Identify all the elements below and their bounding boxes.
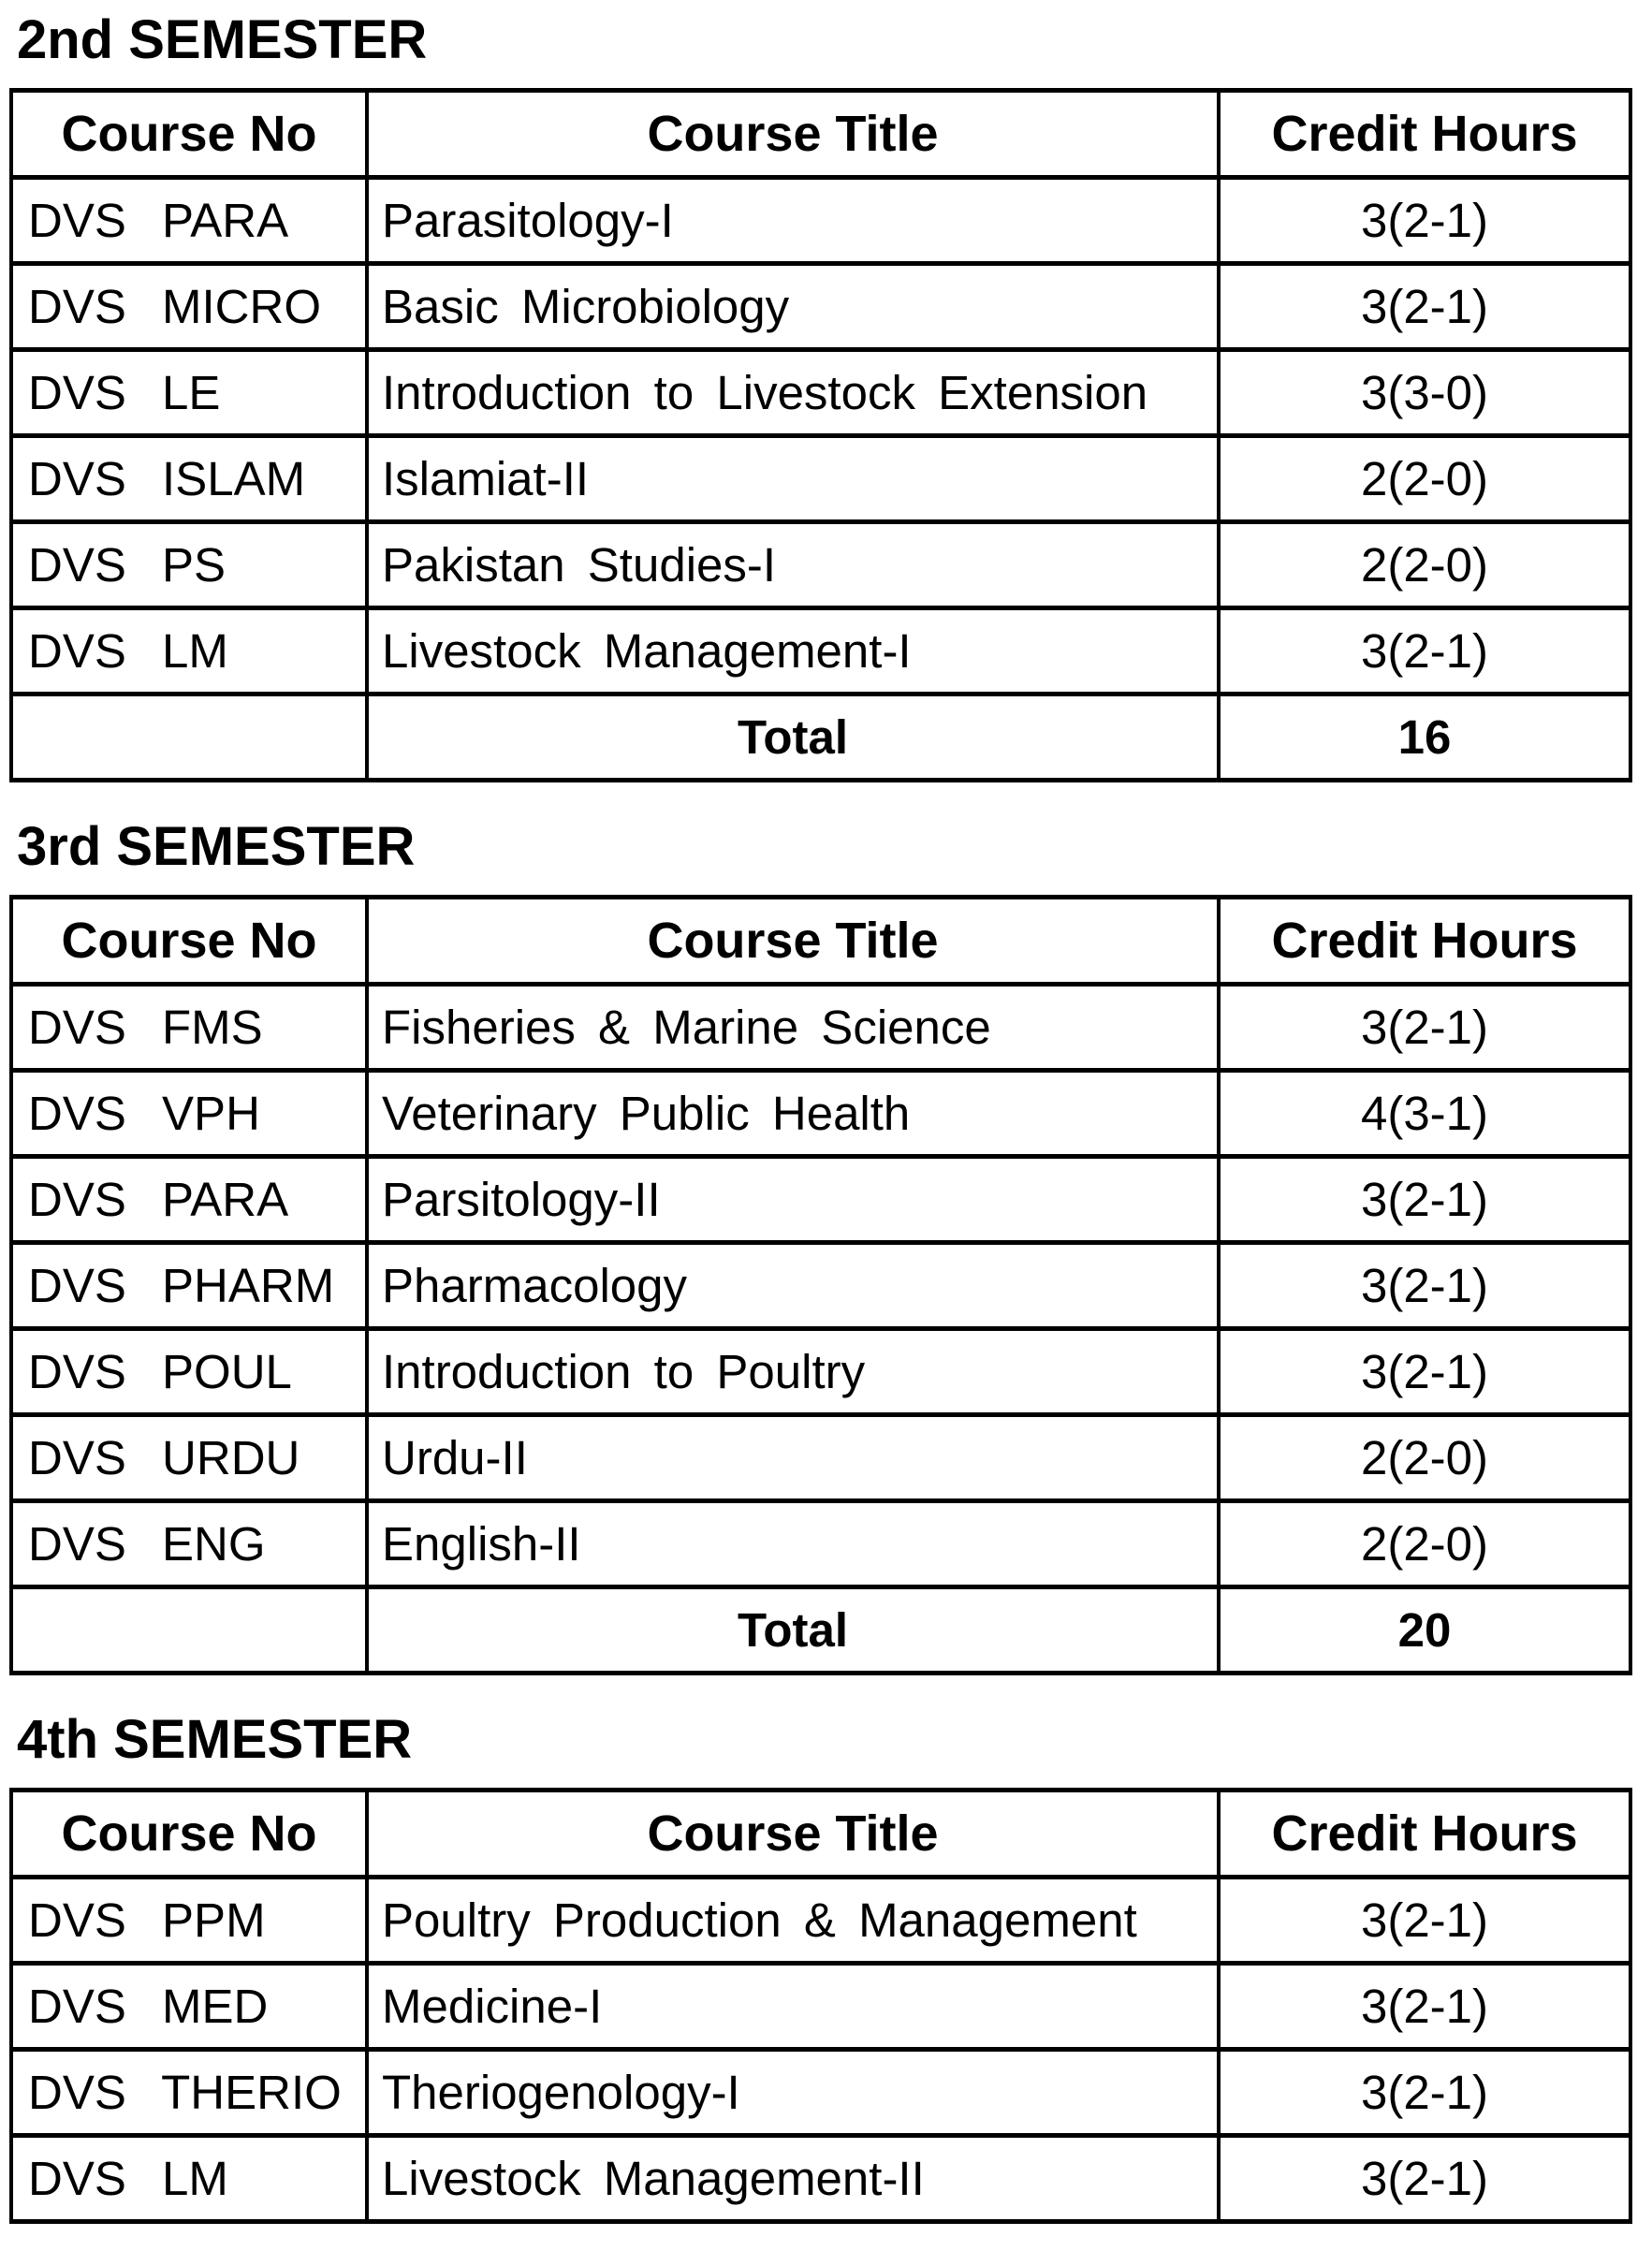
column-header-course-title: Course Title xyxy=(367,91,1219,178)
credit-hours-cell: 3(2-1) xyxy=(1219,1329,1630,1415)
course-title-cell: Fisheries & Marine Science xyxy=(367,985,1219,1071)
course-title-cell: Livestock Management-II xyxy=(367,2136,1219,2222)
credit-hours-cell: 2(2-0) xyxy=(1219,1415,1630,1501)
course-no-cell: DVS LM xyxy=(11,608,367,694)
credit-hours-cell: 3(2-1) xyxy=(1219,1157,1630,1243)
credit-hours-cell: 3(2-1) xyxy=(1219,178,1630,264)
course-title-cell: Parsitology-II xyxy=(367,1157,1219,1243)
empty-cell xyxy=(11,1587,367,1674)
credit-hours-cell: 3(3-0) xyxy=(1219,350,1630,436)
table-row xyxy=(11,1329,1630,1415)
course-no-cell: DVS URDU xyxy=(11,1415,367,1501)
header-row xyxy=(11,1791,1630,1878)
credit-hours-cell: 3(2-1) xyxy=(1219,1878,1630,1964)
course-no-cell: DVS LM xyxy=(11,2136,367,2222)
table-row xyxy=(11,1964,1630,2050)
semester-heading: 3rd SEMESTER xyxy=(17,816,416,877)
table-row xyxy=(11,264,1630,350)
credit-hours-cell: 3(2-1) xyxy=(1219,985,1630,1071)
course-no-cell: DVS PHARM xyxy=(11,1243,367,1329)
course-no-cell: DVS PARA xyxy=(11,1157,367,1243)
column-header-credit-hours: Credit Hours xyxy=(1219,898,1630,985)
column-header-course-no: Course No xyxy=(11,91,367,178)
course-title-cell: Theriogenology-I xyxy=(367,2050,1219,2136)
table-row xyxy=(11,522,1630,608)
course-no-cell: DVS ENG xyxy=(11,1501,367,1587)
table-row xyxy=(11,1501,1630,1587)
course-title-cell: Basic Microbiology xyxy=(367,264,1219,350)
semester-section xyxy=(0,1709,1652,2224)
course-title-cell: Urdu-II xyxy=(367,1415,1219,1501)
course-no-cell: DVS FMS xyxy=(11,985,367,1071)
document-page xyxy=(0,9,1652,2224)
column-header-credit-hours: Credit Hours xyxy=(1219,91,1630,178)
credit-hours-cell: 3(2-1) xyxy=(1219,1243,1630,1329)
course-title-cell: Veterinary Public Health xyxy=(367,1071,1219,1157)
table-row xyxy=(11,1243,1630,1329)
course-no-cell: DVS MICRO xyxy=(11,264,367,350)
header-row xyxy=(11,898,1630,985)
total-label-cell: Total xyxy=(367,694,1219,781)
course-no-cell: DVS VPH xyxy=(11,1071,367,1157)
course-title-cell: Pharmacology xyxy=(367,1243,1219,1329)
table-row xyxy=(11,2136,1630,2222)
course-title-cell: Medicine-I xyxy=(367,1964,1219,2050)
column-header-course-no: Course No xyxy=(11,898,367,985)
credit-hours-cell: 2(2-0) xyxy=(1219,522,1630,608)
table-row xyxy=(11,178,1630,264)
column-header-course-title: Course Title xyxy=(367,898,1219,985)
course-table xyxy=(9,88,1632,782)
table-row xyxy=(11,350,1630,436)
table-row xyxy=(11,608,1630,694)
credit-hours-cell: 3(2-1) xyxy=(1219,1964,1630,2050)
table-row xyxy=(11,2050,1630,2136)
empty-cell xyxy=(11,694,367,781)
semester-heading: 2nd SEMESTER xyxy=(17,9,428,70)
credit-hours-cell: 3(2-1) xyxy=(1219,2050,1630,2136)
header-row xyxy=(11,91,1630,178)
credit-hours-cell: 3(2-1) xyxy=(1219,264,1630,350)
course-no-cell: DVS MED xyxy=(11,1964,367,2050)
total-value-cell: 20 xyxy=(1219,1587,1630,1674)
course-title-cell: Introduction to Poultry xyxy=(367,1329,1219,1415)
credit-hours-cell: 2(2-0) xyxy=(1219,436,1630,522)
course-title-cell: Introduction to Livestock Extension xyxy=(367,350,1219,436)
course-title-cell: Livestock Management-I xyxy=(367,608,1219,694)
course-title-cell: Pakistan Studies-I xyxy=(367,522,1219,608)
column-header-course-no: Course No xyxy=(11,1791,367,1878)
table-row xyxy=(11,1415,1630,1501)
credit-hours-cell: 4(3-1) xyxy=(1219,1071,1630,1157)
course-no-cell: DVS ISLAM xyxy=(11,436,367,522)
course-no-cell: DVS LE xyxy=(11,350,367,436)
semester-heading: 4th SEMESTER xyxy=(17,1709,413,1770)
course-no-cell: DVS POUL xyxy=(11,1329,367,1415)
course-table xyxy=(9,1788,1632,2224)
total-value-cell: 16 xyxy=(1219,694,1630,781)
course-no-cell: DVS PARA xyxy=(11,178,367,264)
table-row xyxy=(11,1071,1630,1157)
course-table xyxy=(9,895,1632,1675)
semester-section xyxy=(0,9,1652,782)
total-row xyxy=(11,1587,1630,1674)
course-title-cell: Parasitology-I xyxy=(367,178,1219,264)
column-header-credit-hours: Credit Hours xyxy=(1219,1791,1630,1878)
course-no-cell: DVS PPM xyxy=(11,1878,367,1964)
table-row xyxy=(11,1157,1630,1243)
course-title-cell: English-II xyxy=(367,1501,1219,1587)
total-row xyxy=(11,694,1630,781)
table-row xyxy=(11,1878,1630,1964)
table-row xyxy=(11,985,1630,1071)
course-no-cell: DVS THERIO xyxy=(11,2050,367,2136)
course-title-cell: Islamiat-II xyxy=(367,436,1219,522)
semester-section xyxy=(0,816,1652,1675)
column-header-course-title: Course Title xyxy=(367,1791,1219,1878)
total-label-cell: Total xyxy=(367,1587,1219,1674)
credit-hours-cell: 3(2-1) xyxy=(1219,2136,1630,2222)
credit-hours-cell: 3(2-1) xyxy=(1219,608,1630,694)
course-no-cell: DVS PS xyxy=(11,522,367,608)
course-title-cell: Poultry Production & Management xyxy=(367,1878,1219,1964)
table-row xyxy=(11,436,1630,522)
credit-hours-cell: 2(2-0) xyxy=(1219,1501,1630,1587)
